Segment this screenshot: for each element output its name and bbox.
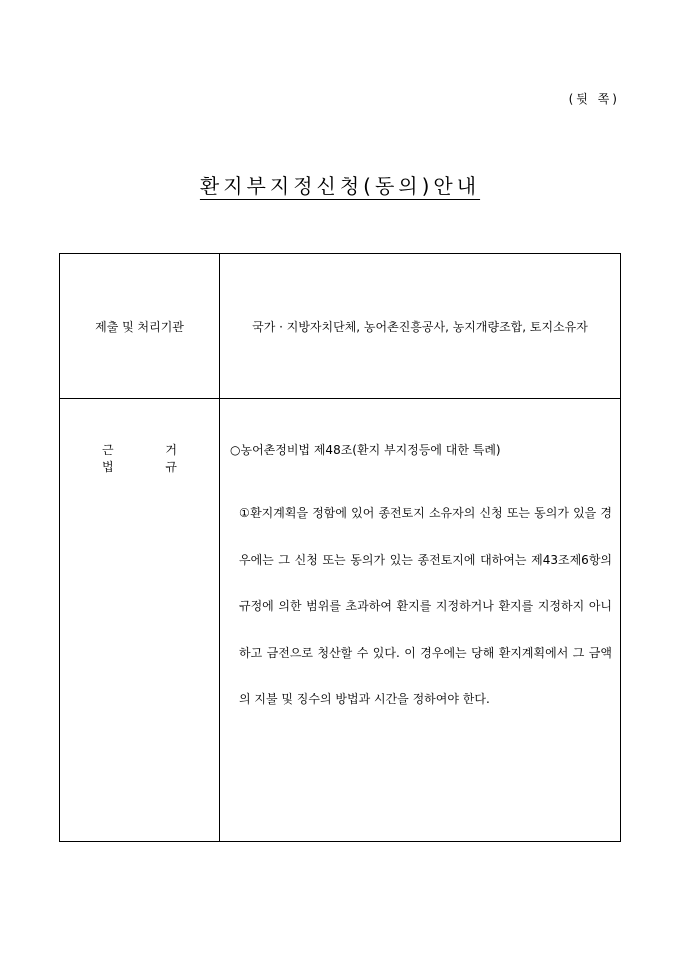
- law-article-heading: ○농어촌정비법 제48조(환지 부지정등에 대한 특례): [230, 443, 501, 457]
- table-row-legal-basis: [60, 399, 621, 842]
- document-title: [0, 170, 680, 199]
- legal-basis-header-cell: [60, 399, 220, 842]
- info-table: [59, 253, 621, 842]
- legal-basis-content-cell: [220, 399, 621, 842]
- law-article-body: ①환지계획을 정함에 있어 종전토지 소유자의 신청 또는 동의가 있을 경우에는 그 신청 또는 동의가 있는 종전토지에 대하여는 제43조제6항의 규정에 의한 범위를 초과하여 환지를 지정하거나 환지를 지정하지 아니하고 금전으로 청산할 수 있다. 이 경우에는 당해 환지계획에서 그 금액의 지불 및 징수의 방법과 시간을 정하여야 한다.: [239, 506, 612, 706]
- document-title-text: 환지부지정신청(동의)안내: [199, 174, 481, 198]
- table-row-agency: [60, 254, 621, 399]
- agency-value-cell: 국가 · 지방자치단체, 농어촌진흥공사, 농지개량조합, 토지소유자: [220, 254, 621, 399]
- agency-header-cell: 제출 및 처리기관: [60, 254, 220, 399]
- page-side-label: (뒷 쪽): [568, 92, 620, 106]
- legal-basis-header-text: 근 거 법 규: [102, 443, 201, 474]
